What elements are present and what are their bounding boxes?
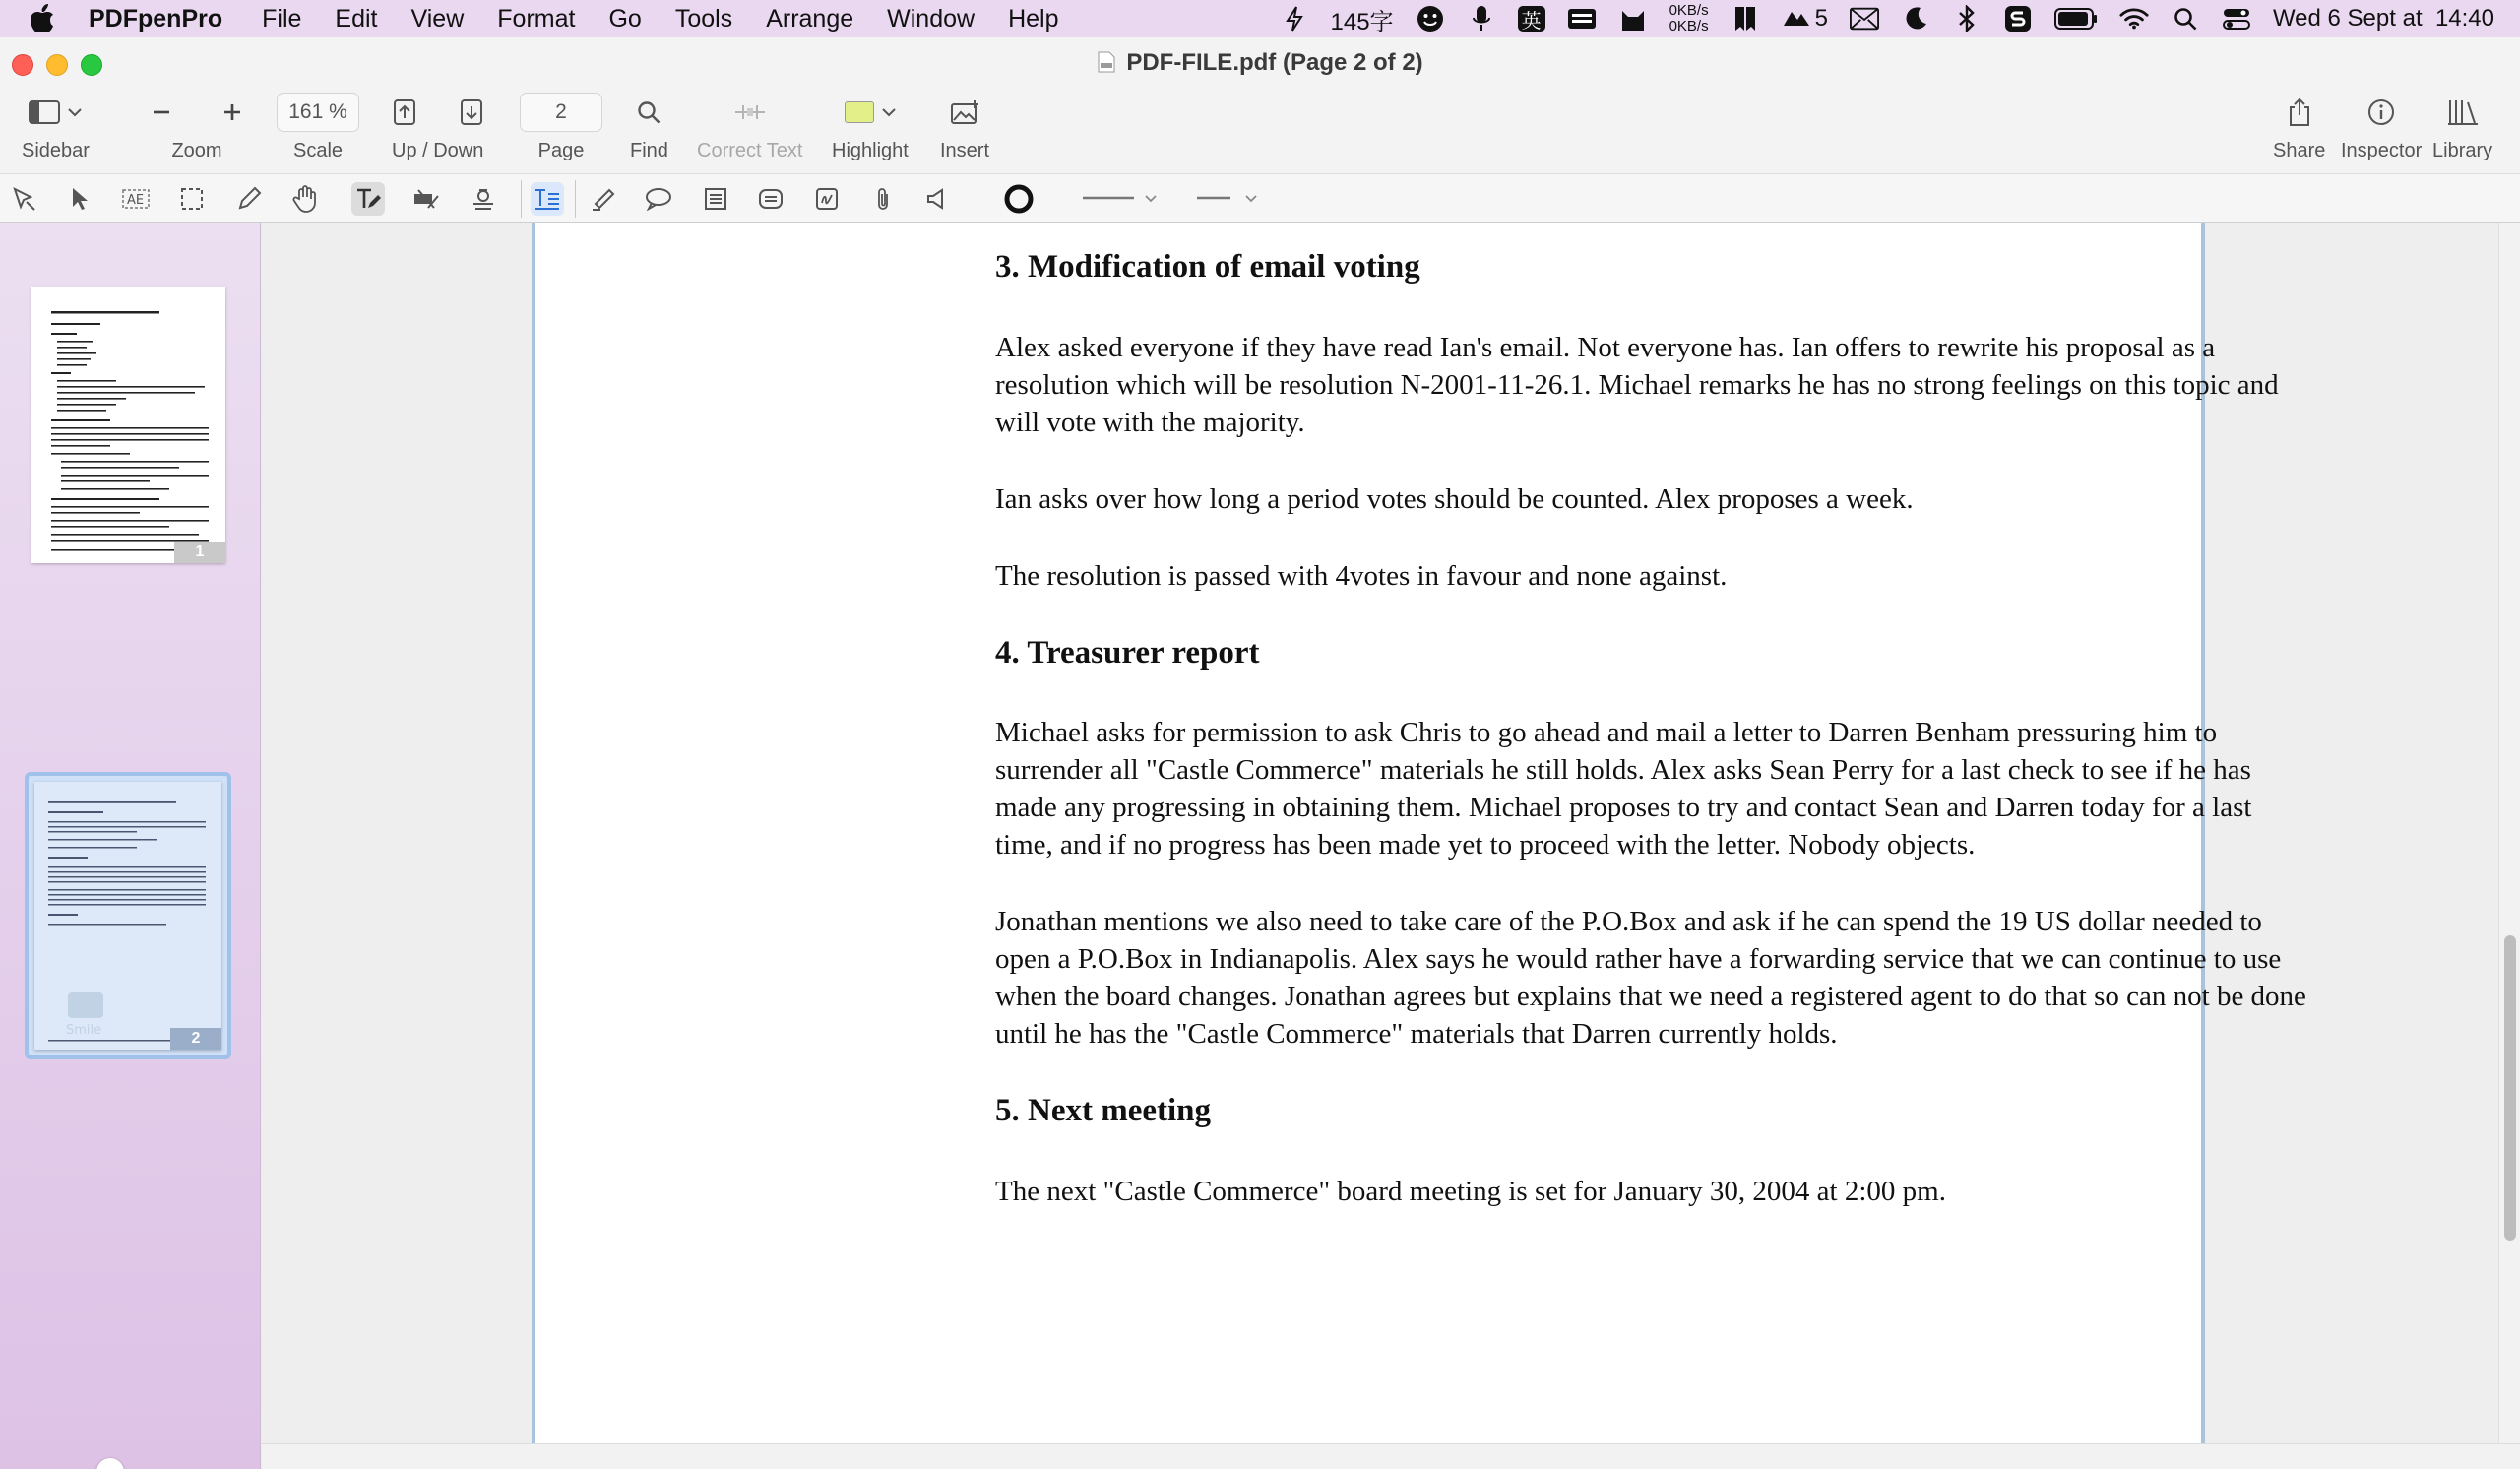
add-text-tool[interactable]	[351, 182, 385, 216]
text-select-icon	[122, 187, 150, 211]
highlighter-tool[interactable]	[587, 182, 620, 216]
chevron-down-icon	[882, 107, 896, 117]
moon-icon[interactable]	[1901, 5, 1930, 32]
notification-count: 5	[1814, 5, 1828, 32]
network-speed[interactable]	[1670, 3, 1709, 34]
chevron-down-icon	[68, 107, 82, 117]
line-width-icon	[1081, 192, 1160, 206]
stamp-tool[interactable]	[467, 182, 500, 216]
arrow-pointer-icon	[69, 186, 91, 212]
line-style-dropdown[interactable]	[1195, 182, 1264, 216]
tool-separator	[976, 180, 977, 218]
smart-select-tool[interactable]	[8, 182, 41, 216]
page-number-field[interactable]: 2	[520, 93, 602, 132]
marquee-tool[interactable]	[175, 182, 209, 216]
zoom-label: Zoom	[171, 140, 222, 161]
window-title: PDF-FILE.pdf (Page 2 of 2)	[1126, 49, 1423, 76]
updown-label: Up / Down	[392, 140, 484, 161]
marquee-icon	[180, 187, 204, 211]
line-style-icon	[1195, 192, 1264, 206]
menu-window[interactable]: Window	[887, 4, 976, 32]
emoji-icon[interactable]	[1416, 5, 1445, 32]
menu-view[interactable]: View	[410, 4, 465, 32]
page-label: Page	[537, 140, 585, 161]
page-up-icon[interactable]	[394, 99, 415, 125]
insert-group	[940, 93, 989, 162]
pencil-icon	[236, 186, 262, 212]
vertical-scrollbar-thumb[interactable]	[2504, 935, 2516, 1241]
page-thumbnail-number: 1	[174, 542, 225, 563]
scale-label: Scale	[292, 140, 344, 161]
app-window	[0, 37, 2520, 1469]
page-thumbnail-number: 2	[170, 1028, 221, 1050]
microphone-icon[interactable]	[1467, 5, 1496, 32]
section-heading: 3. Modification of email voting	[995, 249, 1420, 285]
select-text-tool[interactable]	[119, 182, 153, 216]
section-heading: 5. Next meeting	[995, 1093, 1212, 1129]
cat-icon[interactable]	[1618, 5, 1648, 32]
net-down: 0KB/s	[1669, 18, 1709, 34]
document-view[interactable]	[262, 223, 2520, 1469]
s-app-icon[interactable]	[2003, 5, 2033, 32]
paragraph: Alex asked everyone if they have read Ian's email. Not everyone has. Ian offers to rewrite his proposal as a resolution which will be resolution N-2001-11-26.1. Michael remarks he has no strong feelings on this topic and will vote with the majority.	[995, 331, 2279, 438]
pdf-document-icon	[1097, 51, 1116, 73]
circle-stroke-icon	[1003, 183, 1035, 215]
char-count[interactable]: 145字	[1330, 8, 1394, 35]
wifi-icon[interactable]	[2119, 5, 2149, 32]
note-list-icon	[704, 187, 727, 211]
highlight-color-swatch	[845, 101, 874, 123]
smart-select-icon	[12, 186, 37, 212]
stamp-icon	[471, 186, 496, 212]
page-thumbnail-preview	[32, 287, 225, 563]
paragraph: The resolution is passed with 4votes in favour and none against.	[995, 559, 1728, 592]
spotlight-search-icon[interactable]	[2171, 5, 2200, 32]
speech-bubble-icon	[645, 187, 672, 211]
highlight-group	[832, 93, 909, 162]
menu-file[interactable]: File	[262, 4, 302, 32]
horizontal-scrollbar[interactable]	[262, 1443, 2520, 1469]
page-thumbnail-preview	[34, 782, 221, 1050]
keyboard-icon[interactable]	[1567, 5, 1597, 32]
highlight-label: Highlight	[832, 140, 909, 161]
zoom-in-icon[interactable]	[222, 102, 242, 122]
menu-help[interactable]: Help	[1008, 4, 1059, 32]
scale-field[interactable]: 161 %	[277, 93, 359, 132]
redact-icon	[412, 186, 440, 212]
input-method-label: 英	[1521, 10, 1542, 32]
search-icon[interactable]	[637, 100, 661, 124]
page-group	[520, 93, 602, 162]
signature-icon	[815, 187, 839, 211]
attachment-tool[interactable]	[866, 182, 900, 216]
text-edit-icon	[354, 186, 382, 212]
share-group	[2273, 93, 2325, 162]
svg-text:AE: AE	[127, 193, 145, 208]
status-menu-area	[1280, 0, 2494, 37]
zoom-group	[152, 93, 242, 162]
correct-text-icon[interactable]	[733, 100, 767, 124]
menu-edit[interactable]: Edit	[335, 4, 378, 32]
battery-icon[interactable]	[2054, 5, 2098, 32]
zoom-out-icon[interactable]	[152, 102, 171, 122]
tool-separator	[575, 180, 576, 218]
line-color-tool[interactable]	[1002, 182, 1036, 216]
hand-tool[interactable]	[288, 182, 322, 216]
tool-strip	[0, 173, 2520, 223]
share-icon[interactable]	[2288, 97, 2311, 127]
library-group	[2432, 93, 2492, 162]
paragraph: Ian asks over how long a period votes should be counted. Alex proposes a week.	[995, 482, 1914, 515]
paragraph: Jonathan mentions we also need to take care of the P.O.Box and ask if he can spend the 19 US dollar needed to open a P.O.Box in Indianapolis. Alex says he would rather have a forwarding service that we can continue to use when the board changes. Jonathan agrees but explains that we need a registered agent to do that so can not be done until he has the "Castle Commerce" materials that Darren currently holds.	[995, 906, 2306, 1051]
text-box-icon	[534, 187, 561, 211]
sound-tool[interactable]	[921, 182, 955, 216]
window-title-wrap	[0, 49, 2520, 77]
menu-tools[interactable]: Tools	[674, 4, 733, 32]
tool-separator	[521, 180, 522, 218]
menubar-clock[interactable]: Wed 6 Sept at 14:40	[2272, 5, 2494, 32]
share-label: Share	[2273, 140, 2326, 161]
comment-tool[interactable]	[642, 182, 675, 216]
paragraph: The next "Castle Commerce" board meeting is set for January 30, 2004 at 2:00 pm.	[995, 1175, 1946, 1207]
menu-format[interactable]: Format	[497, 4, 576, 32]
insert-label: Insert	[940, 140, 990, 161]
highlighter-icon	[591, 186, 616, 212]
title-bar	[0, 37, 2520, 173]
inspector-group	[2341, 93, 2422, 162]
correct-text-label: Correct Text	[697, 140, 803, 161]
menu-bar	[0, 0, 2520, 37]
bluetooth-icon[interactable]	[1952, 5, 1982, 32]
select-arrow-tool[interactable]	[63, 182, 96, 216]
control-center-icon[interactable]	[2222, 5, 2251, 32]
signature-tool[interactable]	[810, 182, 844, 216]
speaker-icon	[925, 187, 951, 211]
text-box-tool[interactable]	[531, 182, 564, 216]
highlight-button[interactable]	[845, 93, 896, 132]
find-group	[630, 93, 668, 162]
info-icon[interactable]	[2367, 98, 2395, 126]
page-thumbnail-selected[interactable]	[34, 782, 221, 1050]
svg-text:Smile: Smile	[66, 1023, 102, 1038]
vertical-scrollbar[interactable]	[2498, 223, 2520, 1443]
sidebar-icon	[29, 100, 60, 124]
input-method-icon[interactable]	[1518, 6, 1545, 32]
page-content	[995, 248, 2314, 1249]
form-field-tool[interactable]	[754, 182, 788, 216]
page-down-icon[interactable]	[461, 99, 482, 125]
menu-app-name[interactable]: PDFpenPro	[89, 4, 223, 32]
find-label: Find	[630, 140, 668, 161]
form-field-icon	[758, 187, 784, 211]
insert-image-icon[interactable]	[950, 99, 979, 125]
inspector-label: Inspector	[2341, 140, 2423, 161]
section-heading: 4. Treasurer report	[995, 634, 1260, 671]
paperclip-icon	[873, 186, 893, 212]
updown-group	[392, 93, 483, 162]
net-up: 0KB/s	[1669, 2, 1709, 19]
note-tool[interactable]	[699, 182, 732, 216]
notifications-icon[interactable]	[1782, 5, 1828, 32]
sidebar-toggle-button[interactable]	[29, 93, 82, 132]
apple-menu-icon[interactable]	[30, 4, 59, 33]
scale-group	[277, 93, 359, 162]
pen-tool[interactable]	[232, 182, 266, 216]
menu-go[interactable]: Go	[608, 4, 642, 32]
menu-arrange[interactable]: Arrange	[766, 4, 854, 32]
thumbnail-size-slider-knob[interactable]	[96, 1458, 124, 1469]
paragraph: Michael asks for permission to ask Chris to go ahead and mail a letter to Darren Benham pressuring him to surrender all "Castle Commerce" materials he still holds. Alex asks Sean Perry for a last check to see if he has made any progressing in obtaining them. Michael proposes to try and contact Sean and Darren today for a last time, and if no progress has been made yet to proceed with the letter. Nobody objects.	[995, 717, 2252, 862]
bookmark-app-icon[interactable]	[1731, 5, 1760, 32]
hand-icon	[292, 185, 318, 213]
mail-icon[interactable]	[1850, 5, 1879, 32]
library-label: Library	[2432, 140, 2493, 161]
thumbnail-sidebar	[0, 223, 261, 1469]
pdf-page[interactable]	[532, 223, 2306, 1443]
shortcut-icon[interactable]	[1280, 5, 1309, 32]
redact-tool[interactable]	[410, 182, 443, 216]
sidebar-label: Sidebar	[22, 140, 90, 161]
line-width-dropdown[interactable]	[1081, 182, 1160, 216]
library-icon[interactable]	[2447, 98, 2479, 126]
sidebar-group	[22, 93, 90, 162]
correct-text-group	[697, 93, 802, 162]
page-thumbnail[interactable]	[32, 287, 225, 563]
